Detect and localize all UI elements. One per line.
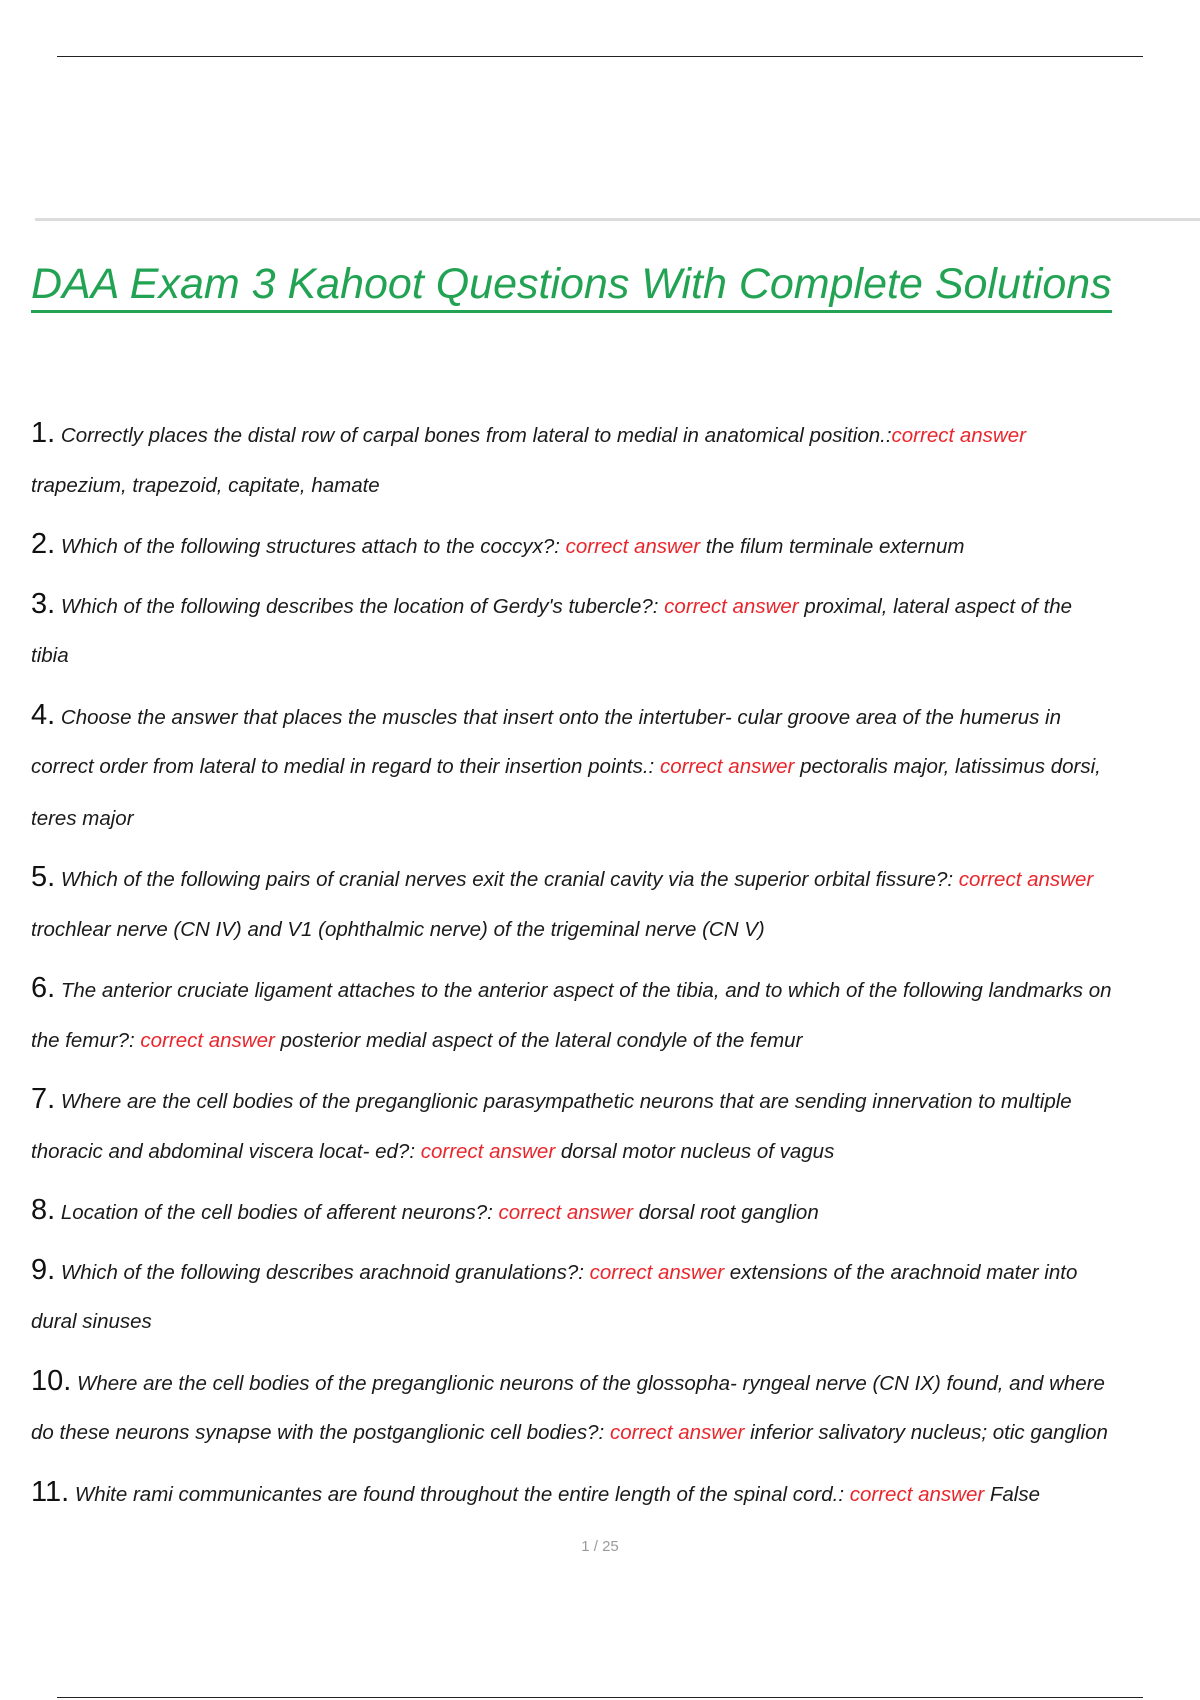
question-line bbox=[31, 1126, 1200, 1178]
answer-text: dorsal root ganglion bbox=[632, 1201, 819, 1224]
question-text: the femur?: bbox=[31, 1028, 141, 1052]
question-list bbox=[31, 408, 1200, 1518]
question-line bbox=[31, 793, 1200, 845]
question-number: 6. bbox=[31, 972, 56, 1004]
question-line bbox=[31, 963, 1200, 1015]
question-text: tibia bbox=[31, 644, 69, 667]
question-item bbox=[31, 519, 1200, 571]
correct-answer-label: correct answer bbox=[849, 1482, 985, 1506]
question-item bbox=[31, 963, 1200, 1066]
question-line bbox=[31, 408, 1200, 460]
question-line bbox=[31, 579, 1200, 631]
correct-answer-label: correct answer bbox=[565, 535, 701, 558]
question-text: dural sinuses bbox=[31, 1310, 152, 1333]
question-item bbox=[31, 1074, 1200, 1177]
question-text: trapezium, trapezoid, capitate, hamate bbox=[31, 473, 380, 497]
question-text: Which of the following describes arachnoid granulations?: bbox=[55, 1260, 590, 1284]
question-text: teres major bbox=[31, 806, 134, 830]
question-item bbox=[31, 852, 1200, 955]
correct-answer-label: correct answer bbox=[589, 1260, 725, 1284]
correct-answer-label: correct answer bbox=[498, 1201, 633, 1224]
question-number: 4. bbox=[31, 698, 56, 731]
question-line bbox=[31, 630, 1200, 682]
question-item bbox=[31, 1356, 1200, 1459]
question-text: Choose the answer that places the muscles that insert onto the intertuber- cular groove area of the humerus in bbox=[55, 705, 1062, 729]
correct-answer-label: correct answer bbox=[958, 868, 1094, 891]
question-line bbox=[31, 1407, 1200, 1459]
question-text: The anterior cruciate ligament attaches to the anterior aspect of the tibia, and to which of the following landmarks on bbox=[55, 979, 1112, 1002]
question-text: Where are the cell bodies of the preganglionic neurons of the glossopha- ryngeal nerve (CN IX) found, and where bbox=[71, 1371, 1105, 1395]
question-line bbox=[31, 460, 1200, 512]
correct-answer-label: correct answer bbox=[891, 424, 1026, 447]
question-line bbox=[31, 1015, 1200, 1067]
top-page-rule bbox=[57, 56, 1143, 57]
question-line bbox=[31, 690, 1200, 742]
header-divider bbox=[35, 218, 1200, 221]
question-item bbox=[31, 579, 1200, 682]
correct-answer-label: correct answer bbox=[664, 594, 799, 618]
answer-text: proximal, lateral aspect of the bbox=[798, 594, 1073, 618]
question-number: 9. bbox=[31, 1253, 56, 1286]
question-line bbox=[31, 519, 1200, 571]
question-text: Location of the cell bodies of afferent neurons?: bbox=[55, 1201, 499, 1224]
question-text: correct order from lateral to medial in regard to their insertion points.: bbox=[31, 755, 660, 778]
question-text: Which of the following pairs of cranial nerves exit the cranial cavity via the superior orbital fissure?: bbox=[55, 868, 959, 891]
question-text: Which of the following structures attach to the coccyx?: bbox=[55, 535, 566, 558]
question-item bbox=[31, 1245, 1200, 1348]
question-number: 8. bbox=[31, 1194, 56, 1226]
question-number: 5. bbox=[31, 861, 56, 893]
question-number: 2. bbox=[31, 528, 56, 560]
question-text: Correctly places the distal row of carpal bones from lateral to medial in anatomical position.: bbox=[55, 424, 892, 447]
answer-text: False bbox=[984, 1482, 1041, 1506]
question-text: trochlear nerve (CN IV) and V1 (ophthalmic nerve) of the trigeminal nerve (CN V) bbox=[31, 917, 765, 941]
question-item bbox=[31, 1467, 1200, 1519]
question-item bbox=[31, 690, 1200, 845]
question-number: 11. bbox=[31, 1475, 70, 1508]
question-number: 1. bbox=[31, 417, 56, 449]
question-text: do these neurons synapse with the postganglionic cell bodies?: bbox=[31, 1421, 610, 1444]
answer-text: inferior salivatory nucleus; otic ganglion bbox=[744, 1421, 1108, 1444]
question-line bbox=[31, 1356, 1200, 1408]
question-text: Where are the cell bodies of the preganglionic parasympathetic neurons that are sending innervation to multiple bbox=[55, 1090, 1072, 1113]
correct-answer-label: correct answer bbox=[609, 1421, 745, 1444]
question-text: thoracic and abdominal viscera locat- ed?: bbox=[31, 1139, 421, 1163]
question-number: 3. bbox=[31, 587, 56, 620]
answer-text: dorsal motor nucleus of vagus bbox=[555, 1139, 835, 1163]
question-line bbox=[31, 904, 1200, 956]
question-line bbox=[31, 1467, 1200, 1519]
correct-answer-label: correct answer bbox=[659, 755, 795, 778]
answer-text: the filum terminale externum bbox=[700, 535, 965, 558]
question-item bbox=[31, 408, 1200, 511]
question-number: 10. bbox=[31, 1364, 72, 1397]
question-item bbox=[31, 1185, 1200, 1237]
question-line bbox=[31, 741, 1200, 793]
answer-text: pectoralis major, latissimus dorsi, bbox=[794, 755, 1101, 778]
question-line bbox=[31, 1245, 1200, 1297]
correct-answer-label: correct answer bbox=[420, 1139, 556, 1163]
answer-text: extensions of the arachnoid mater into bbox=[724, 1260, 1078, 1284]
question-number: 7. bbox=[31, 1083, 56, 1115]
question-text: White rami communicantes are found throughout the entire length of the spinal cord.: bbox=[69, 1482, 850, 1506]
bottom-page-rule bbox=[57, 1697, 1143, 1698]
question-line bbox=[31, 1296, 1200, 1348]
question-line bbox=[31, 1074, 1200, 1126]
document-title: DAA Exam 3 Kahoot Questions With Complete Solutions bbox=[31, 258, 1112, 313]
question-line bbox=[31, 1185, 1200, 1237]
correct-answer-label: correct answer bbox=[140, 1028, 275, 1052]
answer-text: posterior medial aspect of the lateral condyle of the femur bbox=[274, 1028, 803, 1052]
question-text: Which of the following describes the location of Gerdy's tubercle?: bbox=[55, 594, 665, 618]
question-line bbox=[31, 852, 1200, 904]
page-indicator: 1 / 25 bbox=[581, 1538, 619, 1555]
